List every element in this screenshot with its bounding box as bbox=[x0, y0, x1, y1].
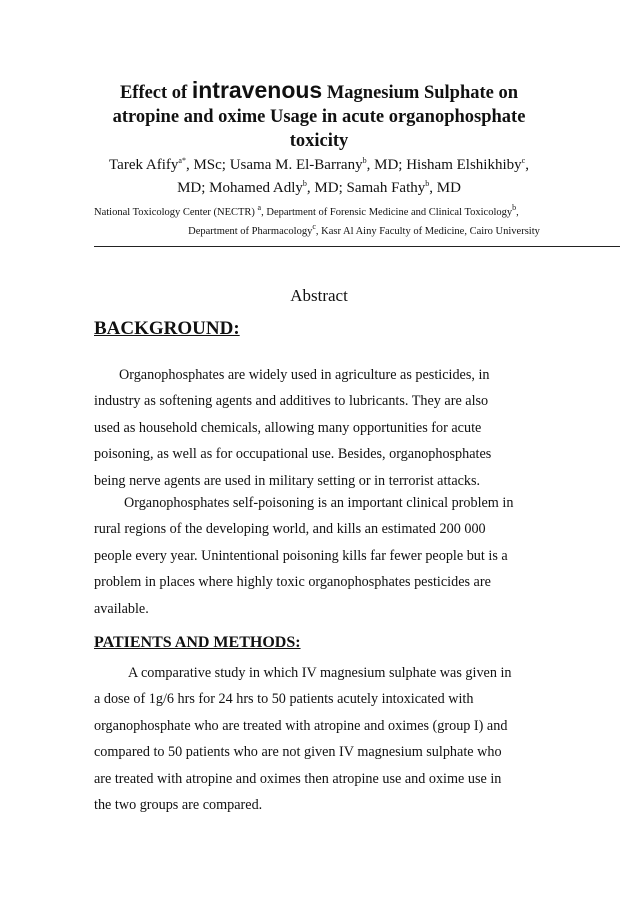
text-line: used as household chemicals, allowing many opportunities for acute bbox=[94, 419, 482, 436]
text-line: Organophosphates self-poisoning is an important clinical problem in bbox=[124, 495, 514, 511]
methods-heading: PATIENTS AND METHODS: bbox=[94, 634, 301, 651]
text-line: organophosphate who are treated with atropine and oximes (group I) and bbox=[94, 717, 508, 734]
header-divider bbox=[94, 246, 620, 247]
title-rest-line1: Magnesium Sulphate on bbox=[322, 83, 519, 103]
author-degree: , MD; bbox=[366, 157, 407, 173]
author-affil-mark: a* bbox=[178, 156, 186, 165]
author-affil-mark: b bbox=[362, 156, 367, 165]
author-degree: , MD; bbox=[306, 180, 347, 196]
methods-paragraph bbox=[94, 660, 540, 818]
affiliation-mark: b bbox=[512, 203, 517, 212]
background-heading: BACKGROUND: bbox=[94, 318, 240, 339]
text-line: rural regions of the developing world, and kills an estimated 200 000 bbox=[94, 521, 486, 538]
author-degree: , MD bbox=[429, 180, 461, 196]
affiliation-mark: c bbox=[312, 222, 316, 231]
text-line: are treated with atropine and oximes then atropine use and oxime use in bbox=[94, 770, 502, 787]
text-line: compared to 50 patients who are not given IV magnesium sulphate who bbox=[94, 744, 502, 761]
text-line: problem in places where highly toxic organophosphates pesticides are bbox=[94, 574, 491, 591]
affiliation-text: , Department of Forensic Medicine and Clinical Toxicology bbox=[261, 207, 513, 218]
affiliation-line-2 bbox=[94, 222, 634, 237]
text-line: poisoning, as well as for occupational use. Besides, organophosphates bbox=[94, 446, 492, 463]
author-degree: , bbox=[525, 157, 529, 173]
affiliation-line-1 bbox=[94, 203, 634, 218]
affiliation-text: National Toxicology Center (NECTR) bbox=[94, 207, 258, 218]
background-paragraph-2 bbox=[94, 490, 540, 622]
title-line3: toxicity bbox=[289, 131, 349, 151]
author-name: Hisham Elshikhiby bbox=[406, 157, 522, 173]
background-paragraph-1 bbox=[94, 362, 540, 494]
text-line: A comparative study in which IV magnesium sulphate was given in bbox=[128, 665, 512, 681]
author-list bbox=[90, 154, 548, 200]
text-line: a dose of 1g/6 hrs for 24 hrs to 50 patients acutely intoxicated with bbox=[94, 691, 474, 708]
author-degree: MD; bbox=[177, 180, 210, 196]
title-line2: atropine and oxime Usage in acute organophosphate bbox=[112, 107, 526, 127]
text-line: Organophosphates are widely used in agriculture as pesticides, in bbox=[119, 367, 490, 383]
text-line: people every year. Unintentional poisoning kills far fewer people but is a bbox=[94, 547, 508, 564]
author-name: Usama M. El-Barrany bbox=[229, 157, 363, 173]
author-name: Tarek Afify bbox=[109, 157, 179, 173]
text-line: being nerve agents are used in military setting or in terrorist attacks. bbox=[94, 472, 481, 489]
author-affil-mark: c bbox=[521, 156, 526, 165]
title-prefix: Effect of bbox=[119, 83, 192, 103]
affiliation-text: Department of Pharmacology bbox=[188, 226, 313, 237]
author-name: Samah Fathy bbox=[346, 180, 426, 196]
text-line: available. bbox=[94, 600, 149, 617]
author-affil-mark: b bbox=[302, 179, 307, 188]
text-line: the two groups are compared. bbox=[94, 797, 263, 814]
affiliation-text: , Kasr Al Ainy Faculty of Medicine, Cairo University bbox=[315, 226, 540, 237]
author-affil-mark: b bbox=[425, 179, 430, 188]
paper-title bbox=[90, 78, 548, 153]
text-line: industry as softening agents and additives to lubricants. They are also bbox=[94, 393, 489, 410]
abstract-heading: Abstract bbox=[290, 286, 348, 305]
affiliation-text: , bbox=[516, 207, 519, 218]
title-emphasis: intravenous bbox=[191, 77, 323, 103]
affiliation-mark: a bbox=[257, 203, 262, 212]
author-degree: , MSc; bbox=[185, 157, 230, 173]
author-name: Mohamed Adly bbox=[209, 180, 303, 196]
